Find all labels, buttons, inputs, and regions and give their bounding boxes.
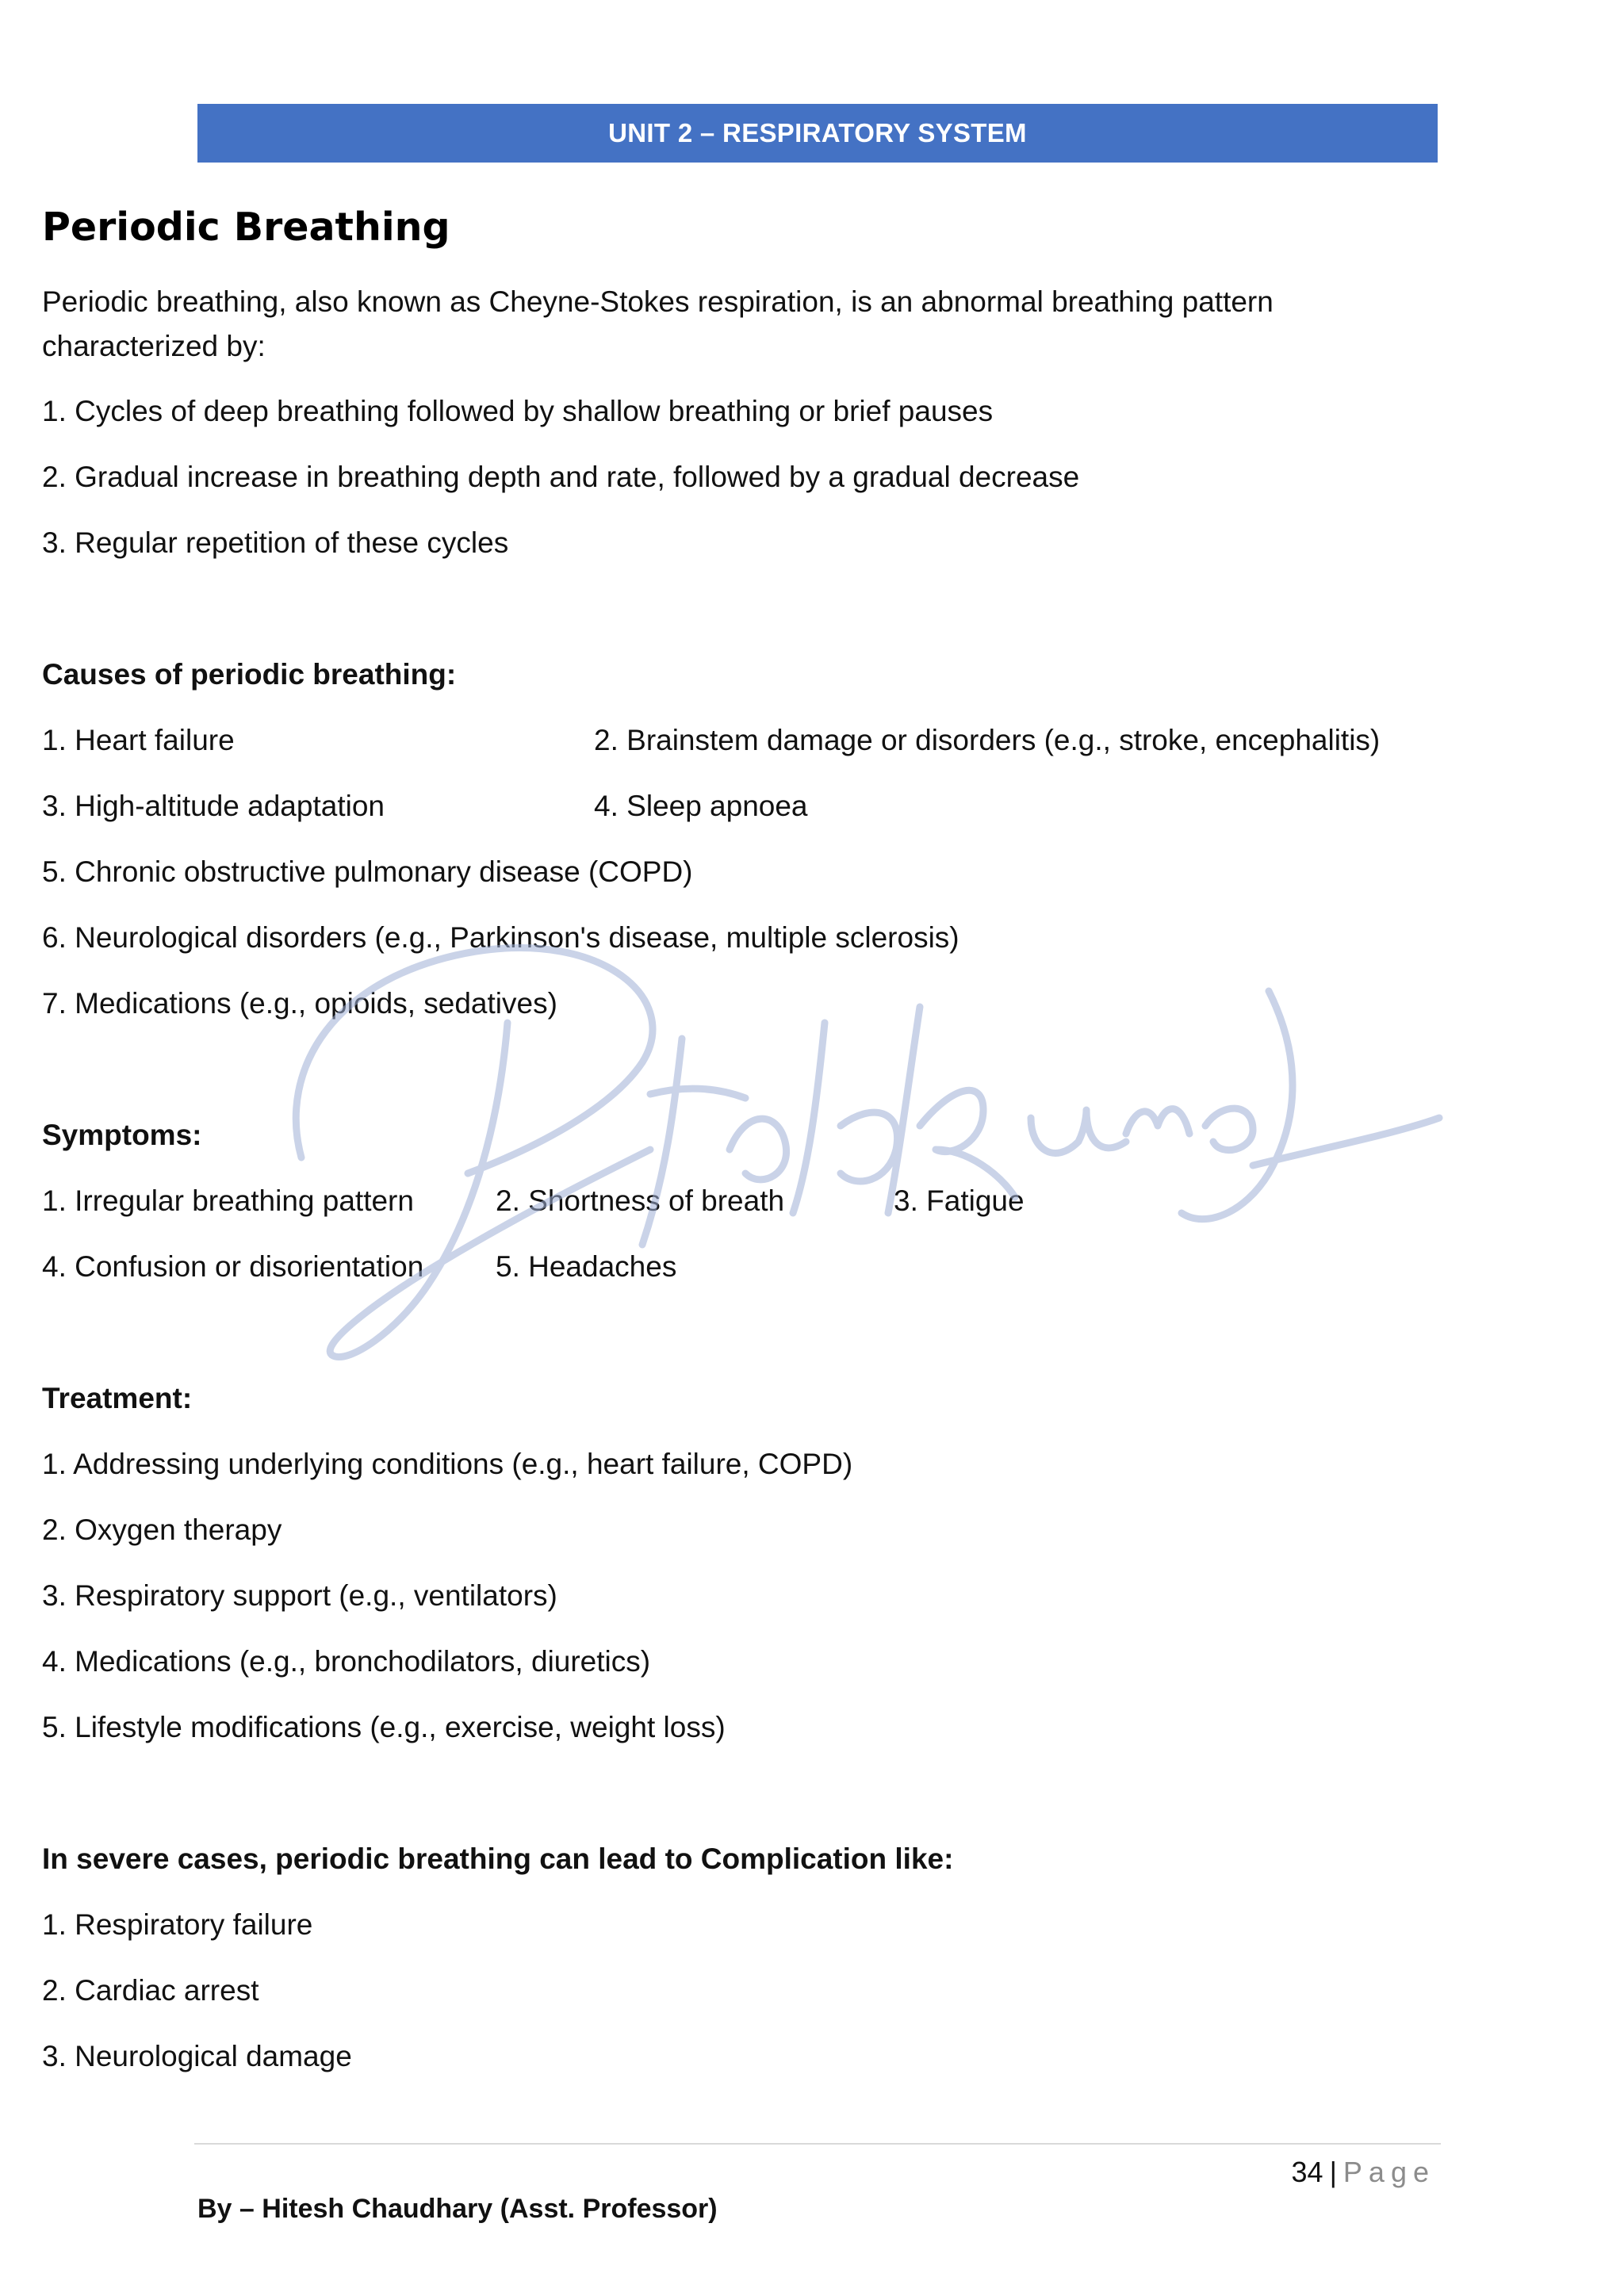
symptom-item: 4. Confusion or disorientation bbox=[42, 1249, 424, 1283]
complications-heading: In severe cases, periodic breathing can lead to Complication like: bbox=[42, 1842, 954, 1875]
content-body bbox=[42, 205, 1438, 2100]
cause-item: 3. High-altitude adaptation bbox=[42, 789, 385, 822]
characteristic-item: 3. Regular repetition of these cycles bbox=[42, 526, 509, 559]
symptoms-heading: Symptoms: bbox=[42, 1118, 202, 1151]
treatment-heading: Treatment: bbox=[42, 1381, 193, 1414]
cause-item: 6. Neurological disorders (e.g., Parkinson's disease, multiple sclerosis) bbox=[42, 920, 959, 954]
characteristic-item: 1. Cycles of deep breathing followed by shallow breathing or brief pauses bbox=[42, 394, 994, 427]
cause-item: 1. Heart failure bbox=[42, 723, 235, 756]
treatment-item: 4. Medications (e.g., bronchodilators, diuretics) bbox=[42, 1644, 651, 1678]
symptom-item: 1. Irregular breathing pattern bbox=[42, 1184, 414, 1217]
treatment-item: 5. Lifestyle modifications (e.g., exercise, weight loss) bbox=[42, 1710, 726, 1743]
intro-paragraph bbox=[42, 280, 1438, 369]
cause-item: 7. Medications (e.g., opioids, sedatives) bbox=[42, 986, 557, 1020]
characteristic-item: 2. Gradual increase in breathing depth and rate, followed by a gradual decrease bbox=[42, 460, 1080, 493]
spacer bbox=[42, 1047, 1438, 1113]
intro-line: characterized by: bbox=[42, 329, 266, 362]
intro-line: Periodic breathing, also known as Cheyne-Stokes respiration, is an abnormal breathing pattern bbox=[42, 285, 1274, 318]
complication-item: 1. Respiratory failure bbox=[42, 1908, 313, 1941]
page-word: Page bbox=[1342, 2156, 1435, 2188]
page-number-value: 34 bbox=[1291, 2156, 1323, 2188]
treatment-item: 1. Addressing underlying conditions (e.g., heart failure, COPD) bbox=[42, 1447, 853, 1480]
symptom-item: 5. Headaches bbox=[496, 1249, 677, 1283]
page-title: Periodic Breathing bbox=[42, 205, 450, 250]
page-number-separator: | bbox=[1329, 2156, 1337, 2188]
page-number bbox=[1292, 2150, 1435, 2195]
symptom-item: 2. Shortness of breath bbox=[496, 1184, 785, 1217]
treatment-item: 3. Respiratory support (e.g., ventilators) bbox=[42, 1578, 557, 1612]
causes-row bbox=[42, 718, 1438, 763]
symptoms-row bbox=[42, 1245, 1438, 1289]
cause-item: 2. Brainstem damage or disorders (e.g., stroke, encephalitis) bbox=[594, 723, 1381, 756]
treatment-item: 2. Oxygen therapy bbox=[42, 1513, 282, 1546]
unit-banner: UNIT 2 – RESPIRATORY SYSTEM bbox=[197, 104, 1438, 163]
causes-row bbox=[42, 784, 1438, 828]
causes-heading: Causes of periodic breathing: bbox=[42, 657, 457, 691]
author-credit: By – Hitesh Chaudhary (Asst. Professor) bbox=[197, 2194, 718, 2224]
footer-divider bbox=[194, 2143, 1441, 2145]
spacer bbox=[42, 1771, 1438, 1837]
spacer bbox=[42, 1311, 1438, 1376]
symptoms-row bbox=[42, 1179, 1438, 1223]
cause-item: 5. Chronic obstructive pulmonary disease (COPD) bbox=[42, 855, 693, 888]
cause-item: 4. Sleep apnoea bbox=[594, 789, 808, 822]
complication-item: 2. Cardiac arrest bbox=[42, 1973, 259, 2007]
complication-item: 3. Neurological damage bbox=[42, 2039, 352, 2072]
symptom-item: 3. Fatigue bbox=[894, 1184, 1025, 1217]
spacer bbox=[42, 587, 1438, 652]
